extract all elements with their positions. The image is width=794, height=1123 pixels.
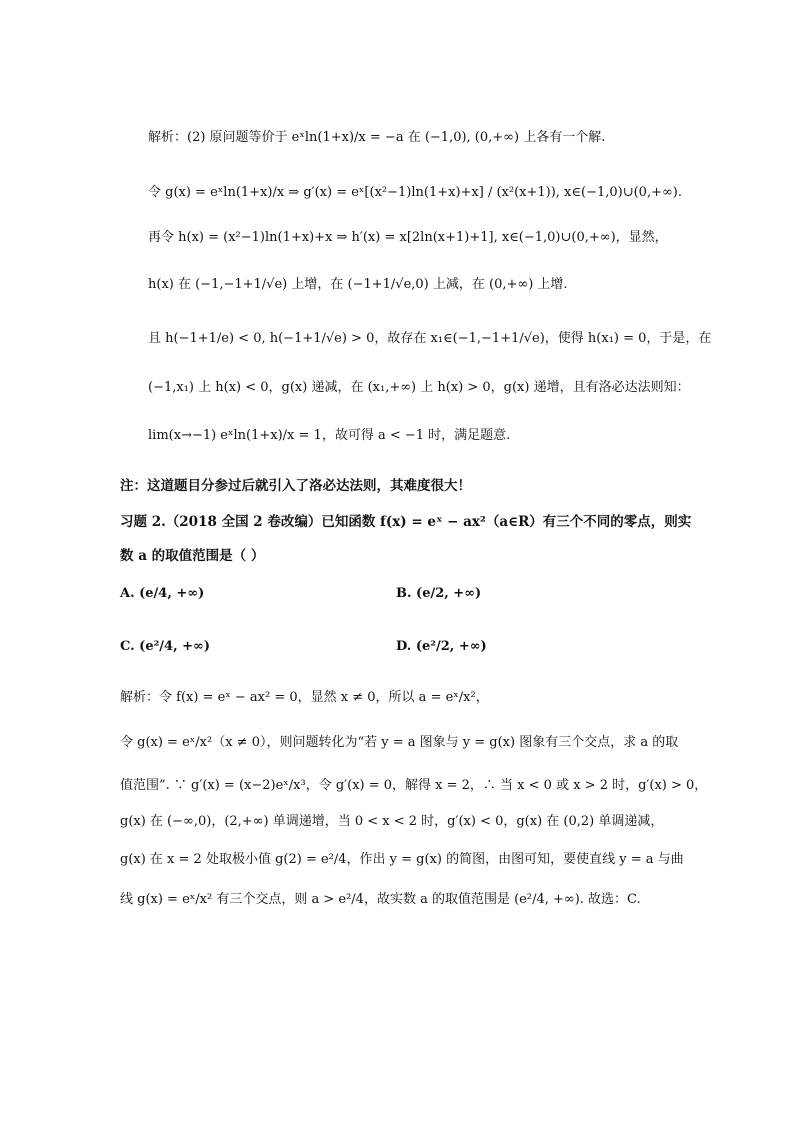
option-d: D. (e²/2, +∞) — [396, 639, 487, 654]
answer-line-6: 线 g(x) = eˣ/x² 有三个交点，则 a > e²/4，故实数 a 的取值范围是 (e²/4, +∞). 故选：C. — [120, 892, 641, 907]
note-text: 注：这道题目分参过后就引入了洛必达法则，其难度很大！ — [120, 478, 471, 494]
solution-line-5: 且 h(−1+1/e) < 0, h(−1+1/√e) > 0，故存在 x₁∈(−1,−1+1/√e)，使得 h(x₁) = 0，于是，在 — [148, 331, 712, 346]
solution-line-3: 再令 h(x) = (x²−1)ln(1+x)+x ⇒ h′(x) = x[2ln(x+1)+1], x∈(−1,0)∪(0,+∞)，显然， — [148, 230, 668, 245]
solution-line-1: 解析：(2) 原问题等价于 eˣln(1+x)/x = −a 在 (−1,0), (0,+∞) 上各有一个解. — [148, 130, 606, 145]
answer-line-4: g(x) 在 (−∞,0)，(2,+∞) 单调递增，当 0 < x < 2 时，g′(x) < 0，g(x) 在 (0,2) 单调递减， — [120, 814, 664, 829]
answer-line-1: 解析：令 f(x) = eˣ − ax² = 0，显然 x ≠ 0，所以 a = eˣ/x²， — [120, 690, 489, 705]
option-c: C. (e²/4, +∞) — [120, 639, 211, 654]
solution-line-7: lim(x→−1) eˣln(1+x)/x = 1，故可得 a < −1 时，满足题意. — [148, 428, 511, 443]
answer-line-2: 令 g(x) = eˣ/x²（x ≠ 0），则问题转化为“若 y = a 图象与 y = g(x) 图象有三个交点，求 a 的取 — [120, 735, 679, 750]
exercise-statement-line-2: 数 a 的取值范围是（ ） — [120, 548, 265, 564]
option-b: B. (e/2, +∞) — [396, 586, 482, 601]
solution-line-6: (−1,x₁) 上 h(x) < 0，g(x) 递减，在 (x₁,+∞) 上 h(x) > 0，g(x) 递增，且有洛必达法则知： — [148, 380, 690, 395]
option-a: A. (e/4, +∞) — [120, 586, 205, 601]
answer-line-5: g(x) 在 x = 2 处取极小值 g(2) = e²/4，作出 y = g(x) 的简图，由图可知，要使直线 y = a 与曲 — [120, 852, 684, 867]
answer-line-3: 值范围”. ∵ g′(x) = (x−2)eˣ/x³，令 g′(x) = 0，解得 x = 2，∴ 当 x < 0 或 x > 2 时，g′(x) > 0， — [120, 778, 708, 793]
exercise-statement-line-1: 习题 2.（2018 全国 2 卷改编）已知函数 f(x) = eˣ − ax²（a∈R）有三个不同的零点，则实 — [120, 514, 692, 530]
solution-line-4: h(x) 在 (−1,−1+1/√e) 上增，在 (−1+1/√e,0) 上减，在 (0,+∞) 上增. — [148, 277, 568, 292]
solution-line-2: 令 g(x) = eˣln(1+x)/x ⇒ g′(x) = eˣ[(x²−1)ln(1+x)+x] / (x²(x+1)), x∈(−1,0)∪(0,+∞). — [148, 185, 683, 200]
